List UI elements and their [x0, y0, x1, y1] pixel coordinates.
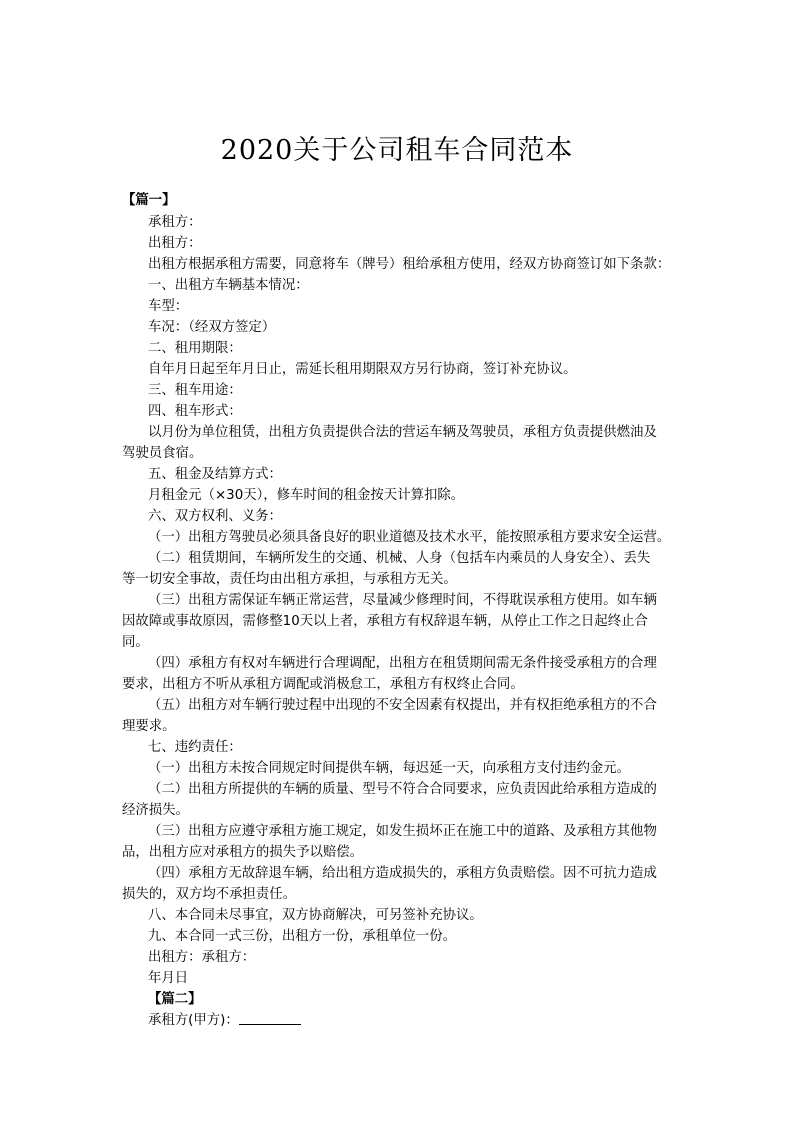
clause-6-item-1: （一）出租方驾驶员必须具备良好的职业道德及技术水平，能按照承租方要求安全运营。	[148, 530, 671, 545]
signature-date-line: 年月日	[148, 971, 189, 986]
clause-7-item-3-line-1: （三）出租方应遵守承租方施工规定，如发生损坏正在施工中的道路、及承租方其他物	[148, 824, 657, 839]
party-a-line	[148, 1012, 301, 1030]
clause-7-item-1: （一）出租方未按合同规定时间提供车辆，每迟延一天，向承租方支付违约金元。	[148, 761, 631, 776]
rental-period-line: 自年月日起至年月日止，需延长租用期限双方另行协商，签订补充协议。	[148, 362, 577, 377]
preamble-line: 出租方根据承租方需要，同意将车（牌号）租给承租方使用，经双方协商签订如下条款：	[148, 257, 671, 272]
clause-6-item-3-line-3: 同。	[122, 635, 149, 650]
clause-6-item-3-line-1: （三）出租方需保证车辆正常运营，尽量减少修理时间，不得耽误承租方使用。如车辆	[148, 593, 657, 608]
party-a-label: 承租方(甲方)：	[148, 1013, 239, 1028]
section-heading-part-2: 【篇二】	[148, 992, 202, 1007]
section-heading-part-1: 【篇一】	[122, 193, 176, 208]
clause-6-item-3-line-2: 因故障或事故原因，需修整10天以上者，承租方有权辞退车辆，从停止工作之日起终止合	[122, 614, 648, 629]
lessor-line: 出租方：	[148, 236, 202, 251]
clause-7-item-3-line-2: 品，出租方应对承租方的损失予以赔偿。	[122, 845, 364, 860]
clause-7-item-2-line-1: （二）出租方所提供的车辆的质量、型号不符合合同要求，应负责因此给承租方造成的	[148, 782, 657, 797]
signature-parties-line: 出租方：承租方：	[148, 950, 256, 965]
clause-4-heading: 四、租车形式：	[148, 404, 242, 419]
monthly-rent-line: 月租金元（×30天），修车时间的租金按天计算扣除。	[148, 488, 465, 503]
document-title: 2020关于公司租车合同范本	[220, 135, 574, 166]
vehicle-type-line: 车型：	[148, 299, 189, 314]
clause-8-line: 八、本合同未尽事宜，双方协商解决，可另签补充协议。	[148, 908, 483, 923]
rental-form-line-2: 驾驶员食宿。	[122, 446, 203, 461]
vehicle-condition-line: 车况：（经双方签定）	[148, 320, 276, 335]
clause-6-item-4-line-1: （四）承租方有权对车辆进行合理调配，出租方在租赁期间需无条件接受承租方的合理	[148, 656, 657, 671]
clause-6-item-4-line-2: 要求，出租方不听从承租方调配或消极怠工，承租方有权终止合同。	[122, 677, 524, 692]
clause-9-line: 九、本合同一式三份，出租方一份，承租单位一份。	[148, 929, 456, 944]
clause-7-item-4-line-2: 损失的，双方均不承担责任。	[122, 887, 297, 902]
clause-3-heading: 三、租车用途：	[148, 383, 242, 398]
clause-6-item-2-line-1: （二）租赁期间，车辆所发生的交通、机械、人身（包括车内乘员的人身安全）、丢失	[148, 551, 651, 566]
clause-6-item-5-line-2: 理要求。	[122, 719, 176, 734]
clause-7-item-4-line-1: （四）承租方无故辞退车辆，给出租方造成损失的，承租方负责赔偿。因不可抗力造成	[148, 866, 657, 881]
lessee-line: 承租方：	[148, 215, 202, 230]
clause-1-heading: 一、出租方车辆基本情况：	[148, 278, 309, 293]
clause-7-item-2-line-2: 经济损失。	[122, 803, 189, 818]
clause-5-heading: 五、租金及结算方式：	[148, 467, 282, 482]
clause-7-heading: 七、违约责任：	[148, 740, 242, 755]
party-a-blank	[239, 1012, 301, 1025]
clause-6-heading: 六、双方权利、义务：	[148, 509, 282, 524]
clause-2-heading: 二、租用期限：	[148, 341, 242, 356]
clause-6-item-5-line-1: （五）出租方对车辆行驶过程中出现的不安全因素有权提出，并有权拒绝承租方的不合	[148, 698, 657, 713]
clause-6-item-2-line-2: 等一切安全事故，责任均由出租方承担，与承租方无关。	[122, 572, 457, 587]
rental-form-line-1: 以月份为单位租赁，出租方负责提供合法的营运车辆及驾驶员，承租方负责提供燃油及	[148, 425, 657, 440]
